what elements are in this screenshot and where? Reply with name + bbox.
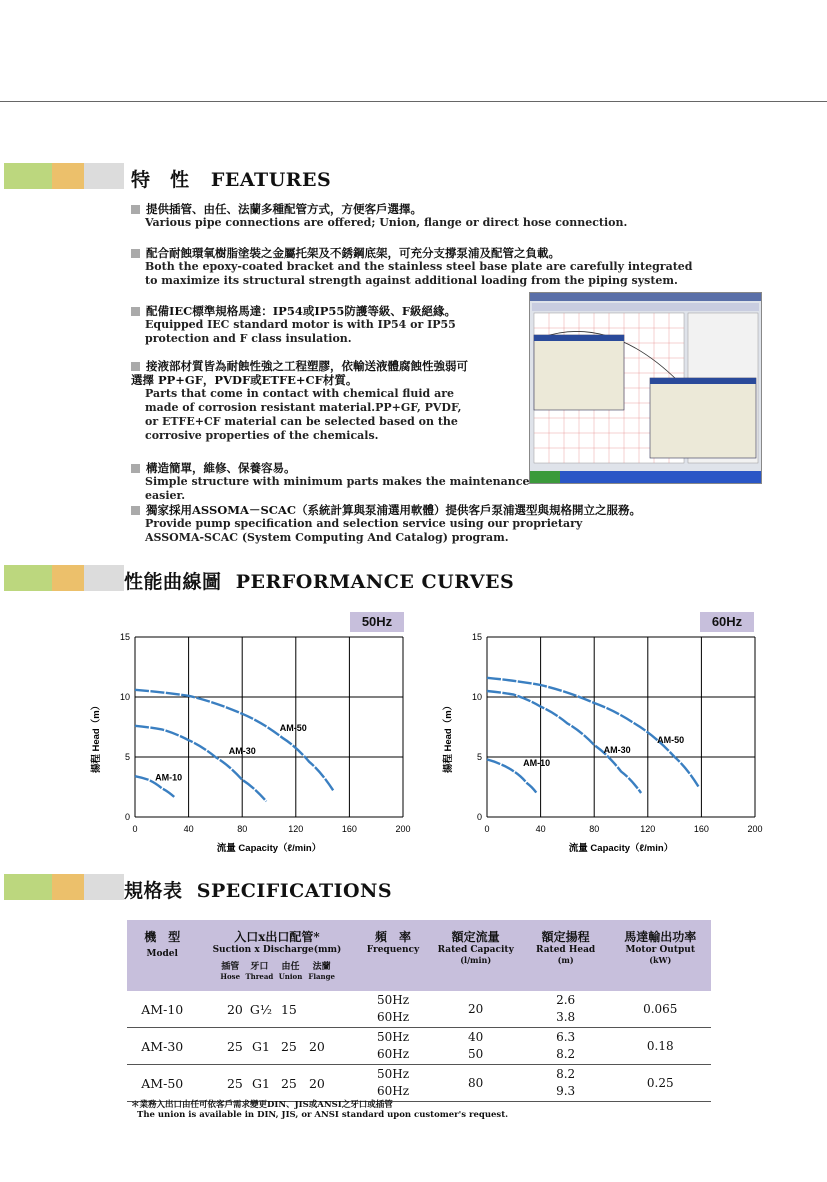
cell-capacity: 20 xyxy=(468,1001,484,1016)
series-label: AM-10 xyxy=(523,758,551,768)
y-tick-label: 5 xyxy=(476,752,482,762)
feature-item: 配合耐蝕環氧樹脂塗裝之金屬托架及不銹鋼底架，可充分支撐泵浦及配管之負載。 Both the epoxy-coated bracket and the stainless steel base plate are carefully integrated to maximize its structural strength against additional loading from the piping system. xyxy=(131,246,721,288)
x-tick-label: 200 xyxy=(395,824,411,834)
col-model: 機 型 Model xyxy=(127,920,198,991)
table-row xyxy=(127,1028,711,1065)
series-label: AM-30 xyxy=(228,746,256,756)
software-screenshot xyxy=(529,292,762,484)
cell-capacity: 80 xyxy=(468,1075,484,1090)
y-tick-label: 15 xyxy=(119,632,130,642)
series-label: AM-50 xyxy=(279,723,307,734)
col-capacity: 額定流量 Rated Capacity (l/min) xyxy=(430,920,522,991)
y-axis-label: 揚程 Head（m） xyxy=(91,700,102,774)
x-tick-label: 40 xyxy=(183,824,194,834)
feature-item: 配備IEC標準規格馬達：IP54或IP55防護等級、F級絕緣。 Equipped IEC standard motor is with IP54 or IP55 protection and F class insulation. xyxy=(131,304,511,346)
y-tick-label: 0 xyxy=(124,812,130,822)
top-rule xyxy=(0,101,827,102)
series-label: AM-50 xyxy=(657,735,685,746)
curves-title: 性能曲線圖 PERFORMANCE CURVES xyxy=(124,571,515,593)
y-tick-label: 10 xyxy=(119,692,130,702)
y-axis-label: 揚程 Head（m） xyxy=(443,700,454,774)
table-row xyxy=(127,991,711,1028)
col-connection: 入口x出口配管* Suction x Discharge(mm) 插管 Hose 牙口 Thread 由任 Union 法蘭 Flange xyxy=(198,920,357,991)
chart-50hz xyxy=(80,630,420,860)
cell-head: 8.2 9.3 xyxy=(556,1067,576,1098)
feature-item: 獨家採用ASSOMA－SCAC（系統計算與泵浦選用軟體）提供客戶泵浦選型與規格開立之服務。 Provide pump specification and selection service using our proprietary ASSOMA-SCAC (System Computing And Catalog) program. xyxy=(131,503,731,545)
feature-item: 接液部材質皆為耐蝕性強之工程塑膠，依輸送液體腐蝕性強弱可選擇 PP+GF，PVDF或ETFE+CF材質。 Parts that come in contact with chemical fluid are made of corrosion resistant material.PP+GF, PVDF, or ETFE+CF material can be selected based on the corrosive properties of the chemicals. xyxy=(131,359,471,443)
x-tick-label: 200 xyxy=(747,824,763,834)
series-label: AM-30 xyxy=(603,744,631,755)
cell-frequency: 50Hz 60Hz xyxy=(376,1030,410,1061)
series-line xyxy=(135,726,266,802)
x-axis-label: 流量 Capacity（ℓ/min） xyxy=(568,843,674,854)
x-tick-label: 160 xyxy=(693,824,709,834)
cell-motor: 0.065 xyxy=(643,1002,678,1016)
feature-item: 提供插管、由任、法蘭多種配管方式，方便客戶選擇。 Various pipe connections are offered; Union, flange or direct hose connection. xyxy=(131,202,721,230)
table-row xyxy=(127,1065,711,1102)
col-motor: 馬達輸出功率 Motor Output (kW) xyxy=(610,920,712,991)
series-line xyxy=(487,691,641,793)
series-label: AM-10 xyxy=(155,772,183,783)
chart-60hz xyxy=(432,630,772,860)
x-tick-label: 80 xyxy=(589,824,600,834)
spec-footnote: ＊業務入出口由任可依客戶需求變更DIN、JIS或ANSI之牙口或插管 The union is available in DIN, JIS, or ANSI standard upon customer's request. xyxy=(131,1100,509,1120)
x-tick-label: 0 xyxy=(484,824,490,834)
spec-table xyxy=(127,920,711,1102)
y-tick-label: 5 xyxy=(124,752,130,762)
cell-model: AM-10 xyxy=(141,1001,184,1017)
x-tick-label: 40 xyxy=(535,824,546,834)
feature-item: 構造簡單，維修、保養容易。 Simple structure with minimum parts makes the maintenance easier. xyxy=(131,461,531,503)
x-tick-label: 0 xyxy=(132,824,138,834)
cell-head: 6.3 8.2 xyxy=(556,1030,576,1061)
x-tick-label: 120 xyxy=(288,824,304,834)
cell-connection: 25 G1 25 20 xyxy=(226,1038,325,1054)
x-axis-label: 流量 Capacity（ℓ/min） xyxy=(216,843,322,854)
col-head: 額定揚程 Rated Head (m) xyxy=(522,920,610,991)
cell-motor: 0.25 xyxy=(646,1076,674,1090)
cell-frequency: 50Hz 60Hz xyxy=(376,993,410,1024)
features-title: 特 性 FEATURES xyxy=(131,169,332,191)
cell-frequency: 50Hz 60Hz xyxy=(376,1067,410,1098)
cell-model: AM-30 xyxy=(141,1038,184,1054)
chart-60hz-badge: 60Hz xyxy=(700,612,754,632)
chart-50hz-badge: 50Hz xyxy=(350,612,404,632)
y-tick-label: 15 xyxy=(471,632,482,642)
x-tick-label: 80 xyxy=(237,824,248,834)
cell-connection: 20 G½ 15 xyxy=(226,1001,297,1017)
specs-title: 規格表 SPECIFICATIONS xyxy=(124,880,393,902)
cell-model: AM-50 xyxy=(141,1075,184,1091)
y-tick-label: 10 xyxy=(471,692,482,702)
cell-capacity: 40 50 xyxy=(468,1030,484,1061)
series-line xyxy=(487,678,699,787)
x-tick-label: 120 xyxy=(640,824,656,834)
col-frequency: 頻 率 Frequency xyxy=(356,920,429,991)
spec-header-row xyxy=(127,920,711,991)
x-tick-label: 160 xyxy=(341,824,357,834)
cell-motor: 0.18 xyxy=(646,1039,674,1053)
y-tick-label: 0 xyxy=(476,812,482,822)
screenshot-image xyxy=(530,293,761,483)
cell-connection: 25 G1 25 20 xyxy=(226,1075,325,1091)
cell-head: 2.6 3.8 xyxy=(556,993,576,1024)
